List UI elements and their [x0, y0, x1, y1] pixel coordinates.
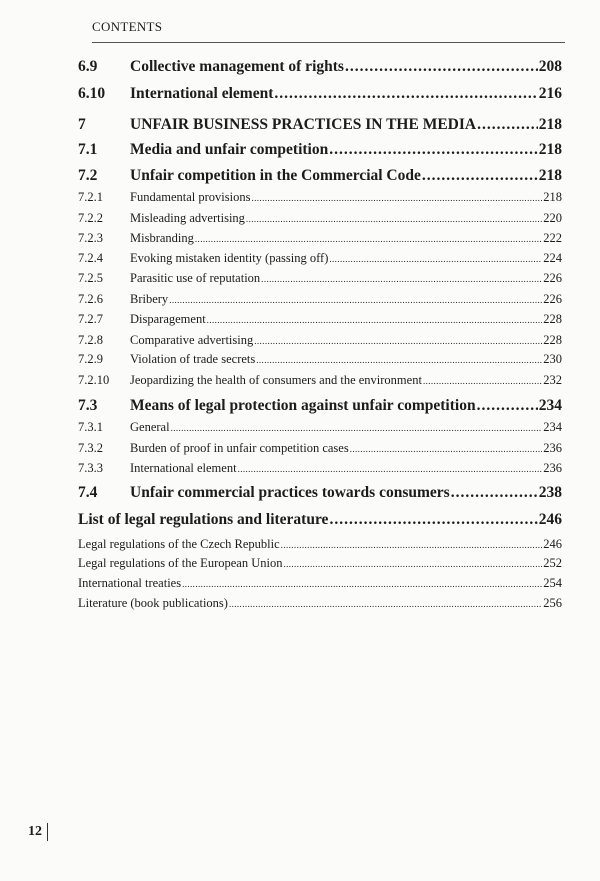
toc-entry [78, 58, 562, 76]
dot-leader [238, 464, 543, 474]
dot-leader [182, 579, 542, 589]
section-title: Legal regulations of the European Union [78, 556, 283, 570]
section-title: Fundamental provisions [130, 190, 251, 204]
section-number: 7.2.3 [78, 231, 103, 245]
page-reference: 252 [543, 556, 562, 570]
toc-entry [78, 292, 562, 307]
section-title: International treaties [78, 576, 182, 590]
toc-entry [78, 511, 562, 529]
section-title: Media and unfair competition [130, 141, 329, 158]
section-title: Bribery [130, 292, 169, 306]
dot-leader [423, 376, 542, 386]
dot-leader [169, 295, 542, 305]
section-title: Parasitic use of reputation [130, 271, 261, 285]
section-title: Comparative advertising [130, 333, 254, 347]
section-title: Misbranding [130, 231, 194, 245]
section-title: Collective management of rights [130, 58, 344, 75]
page-reference: 238 [538, 484, 562, 501]
section-number: 7.2.9 [78, 352, 103, 366]
toc-entry [78, 596, 562, 611]
page-reference: 256 [543, 596, 562, 610]
toc-entry [78, 461, 562, 476]
page-reference: 218 [543, 190, 562, 204]
section-title: Means of legal protection against unfair competition [130, 397, 476, 414]
dot-leader [261, 274, 542, 284]
toc-entry [78, 556, 562, 571]
page-reference: 218 [538, 167, 562, 184]
page-reference: 234 [538, 397, 562, 414]
section-number: 7.2.8 [78, 333, 103, 347]
section-title: List of legal regulations and literature [78, 511, 329, 528]
section-number: 7.2.1 [78, 190, 103, 204]
page-reference: 246 [543, 537, 562, 551]
toc-entry [78, 85, 562, 103]
section-number: 7.2.10 [78, 373, 110, 387]
dot-leader [281, 540, 543, 550]
page-reference: 226 [543, 271, 562, 285]
dot-leader [422, 167, 538, 185]
section-title: Misleading advertising [130, 211, 245, 225]
section-number: 7.4 [78, 484, 98, 501]
toc-entry [78, 141, 562, 159]
section-number: 7.2.2 [78, 211, 103, 225]
page-reference: 254 [543, 576, 562, 590]
section-number: 7.2 [78, 167, 98, 184]
toc-entry [78, 576, 562, 591]
page-reference: 220 [543, 211, 562, 225]
page-reference: 246 [538, 511, 562, 528]
dot-leader [345, 58, 538, 76]
dot-leader [229, 599, 542, 609]
section-title: Jeopardizing the health of consumers and the environment [130, 373, 422, 387]
toc-entry [78, 312, 562, 327]
page-reference: 226 [543, 292, 562, 306]
section-number: 7.3.3 [78, 461, 103, 475]
section-title: Literature (book publications) [78, 596, 228, 610]
page-reference: 228 [543, 312, 562, 326]
page-reference: 236 [543, 441, 562, 455]
dot-leader [329, 511, 537, 529]
toc-entry [78, 352, 562, 367]
toc-entry [78, 231, 562, 246]
page-reference: 234 [543, 420, 562, 434]
header-rule [92, 42, 565, 43]
dot-leader [329, 141, 538, 159]
section-title: International element [130, 85, 274, 102]
dot-leader [477, 116, 538, 134]
toc-entry [78, 190, 562, 205]
dot-leader [283, 559, 542, 569]
section-number: 7.2.4 [78, 251, 103, 265]
toc-entry [78, 271, 562, 286]
toc-entry [78, 420, 562, 435]
page-reference: 222 [543, 231, 562, 245]
page-reference: 216 [538, 85, 562, 102]
section-number: 7.2.6 [78, 292, 103, 306]
toc-entry [78, 211, 562, 226]
section-number: 7 [78, 116, 86, 133]
toc-entry [78, 397, 562, 415]
section-number: 7.3.2 [78, 441, 103, 455]
toc-entry [78, 441, 562, 456]
page-reference: 208 [538, 58, 562, 75]
page-reference: 230 [543, 352, 562, 366]
dot-leader [350, 444, 543, 454]
dot-leader [246, 214, 542, 224]
toc-entry [78, 537, 562, 552]
page-reference: 224 [543, 251, 562, 265]
toc-entry [78, 484, 562, 502]
page-reference: 236 [543, 461, 562, 475]
section-title: UNFAIR BUSINESS PRACTICES IN THE MEDIA [130, 116, 477, 133]
toc-entry [78, 373, 562, 388]
dot-leader [195, 234, 542, 244]
page-reference: 218 [538, 141, 562, 158]
page-number: 12 [28, 823, 48, 841]
toc-entry [78, 167, 562, 185]
page-reference: 228 [543, 333, 562, 347]
dot-leader [329, 254, 542, 264]
section-number: 6.9 [78, 58, 98, 75]
dot-leader [254, 336, 542, 346]
toc-entry [78, 333, 562, 348]
section-title: Unfair competition in the Commercial Code [130, 167, 421, 184]
dot-leader [451, 484, 538, 502]
section-number: 6.10 [78, 85, 106, 102]
dot-leader [171, 423, 543, 433]
section-title: Burden of proof in unfair competition cases [130, 441, 349, 455]
toc-entry [78, 116, 562, 134]
section-title: General [130, 420, 170, 434]
section-title: International element [130, 461, 237, 475]
page-reference: 218 [538, 116, 562, 133]
dot-leader [256, 355, 542, 365]
section-number: 7.3 [78, 397, 98, 414]
section-title: Violation of trade secrets [130, 352, 256, 366]
dot-leader [477, 397, 538, 415]
toc-entry [78, 251, 562, 266]
section-title: Evoking mistaken identity (passing off) [130, 251, 329, 265]
section-number: 7.2.5 [78, 271, 103, 285]
dot-leader [251, 193, 542, 203]
page-reference: 232 [543, 373, 562, 387]
section-title: Unfair commercial practices towards consumers [130, 484, 450, 501]
section-number: 7.1 [78, 141, 98, 158]
dot-leader [274, 85, 537, 103]
running-header: CONTENTS [92, 19, 163, 34]
section-number: 7.3.1 [78, 420, 103, 434]
section-title: Legal regulations of the Czech Republic [78, 537, 280, 551]
section-title: Disparagement [130, 312, 206, 326]
section-number: 7.2.7 [78, 312, 103, 326]
dot-leader [207, 315, 543, 325]
